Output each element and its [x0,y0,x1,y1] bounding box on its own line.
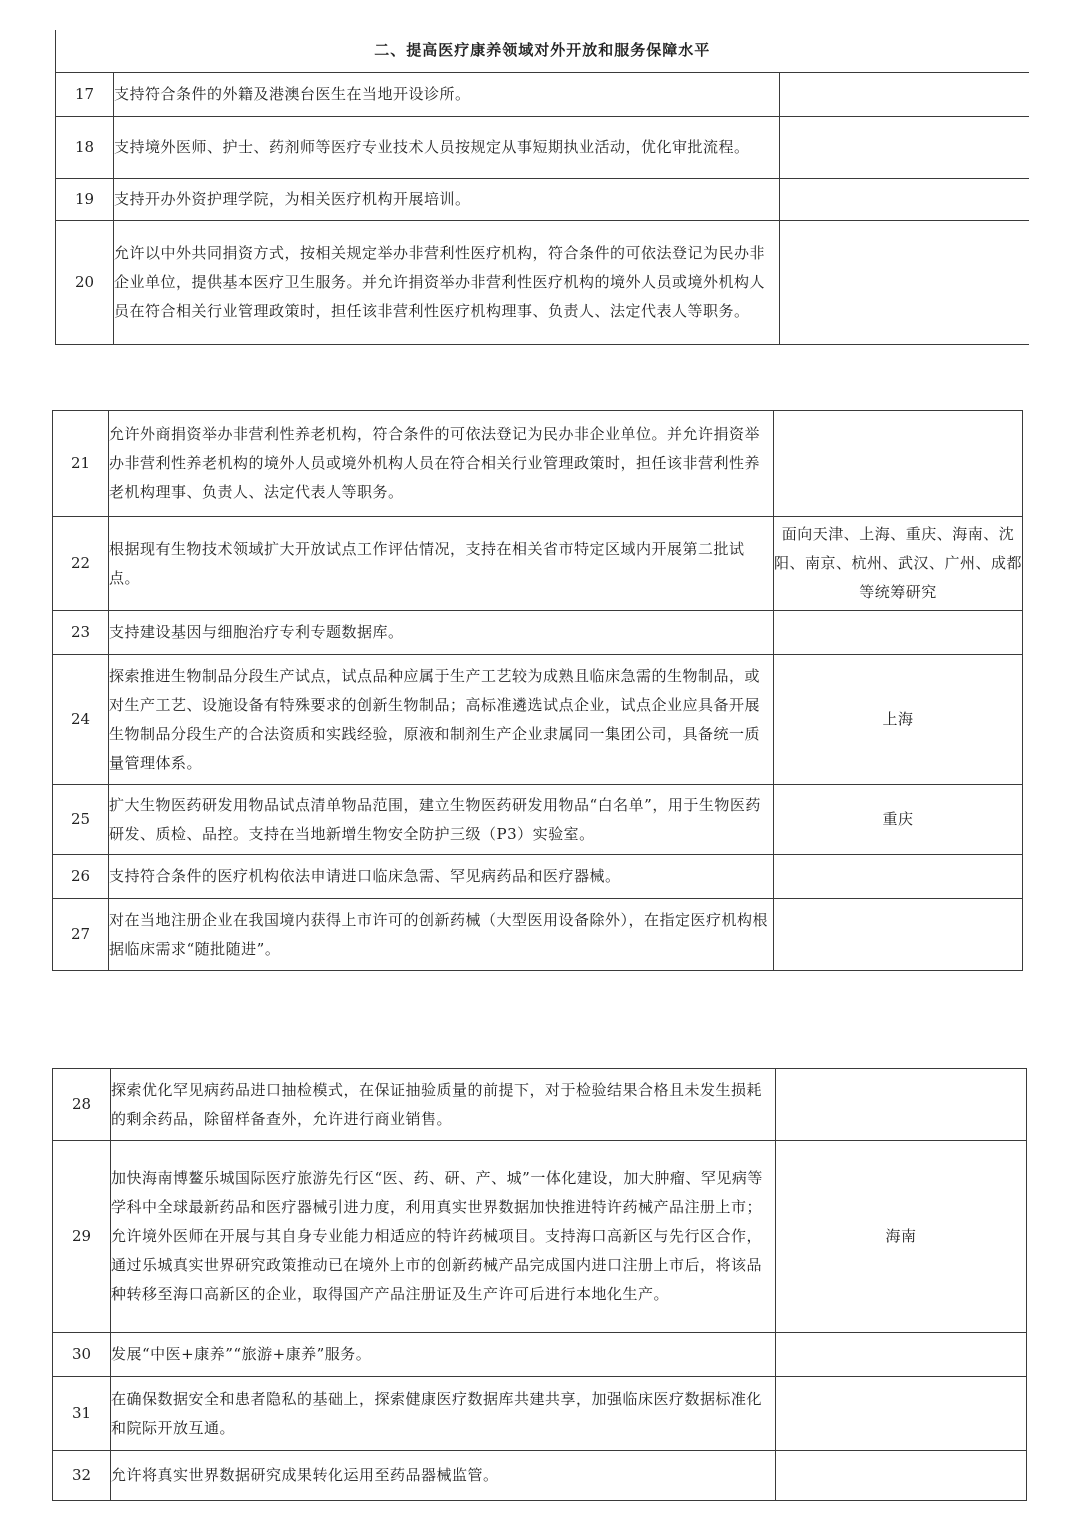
row-number: 32 [53,1451,111,1501]
row-note [780,178,1029,220]
row-note [780,116,1029,178]
row-note [774,855,1023,899]
row-number: 21 [53,411,109,517]
row-note: 上海 [774,655,1023,785]
row-number: 27 [53,899,109,971]
row-note [776,1377,1027,1451]
row-note [774,411,1023,517]
row-note [776,1069,1027,1141]
row-text: 扩大生物医药研发用物品试点清单物品范围，建立生物医药研发用物品“白名单”，用于生物医药研发、质检、品控。支持在当地新增生物安全防护三级（P3）实验室。 [109,785,774,855]
row-number: 19 [56,178,114,220]
table-row [53,517,1023,611]
policy-table-part-3 [52,1068,1027,1501]
row-text: 支持建设基因与细胞治疗专利专题数据库。 [109,611,774,655]
table-row [53,411,1023,517]
row-note: 面向天津、上海、重庆、海南、沈阳、南京、杭州、武汉、广州、成都等统筹研究 [774,517,1023,611]
row-number: 22 [53,517,109,611]
table-row [56,178,1029,220]
row-note [774,611,1023,655]
row-note [776,1451,1027,1501]
row-text: 根据现有生物技术领域扩大开放试点工作评估情况，支持在相关省市特定区域内开展第二批试点。 [109,517,774,611]
row-text: 发展“中医+康养”“旅游+康养”服务。 [111,1333,776,1377]
row-number: 26 [53,855,109,899]
table-row [53,1141,1027,1333]
row-text: 加快海南博鳌乐城国际医疗旅游先行区“医、药、研、产、城”一体化建设，加大肿瘤、罕见病等学科中全球最新药品和医疗器械引进力度，利用真实世界数据加快推进特许药械产品注册上市；允许境外医师在开展与其自身专业能力相适应的特许药械项目。支持海口高新区与先行区合作，通过乐城真实世界研究政策推动已在境外上市的创新药械产品完成国内进口注册上市后，将该品种转移至海口高新区的企业，取得国产产品注册证及生产许可后进行本地化生产。 [111,1141,776,1333]
row-text: 探索推进生物制品分段生产试点，试点品种应属于生产工艺较为成熟且临床急需的生物制品，或对生产工艺、设施设备有特殊要求的创新生物制品；高标准遴选试点企业，试点企业应具备开展生物制品分段生产的合法资质和实践经验，原液和制剂生产企业隶属同一集团公司，具备统一质量管理体系。 [109,655,774,785]
table-row [53,1069,1027,1141]
table-row [56,72,1029,116]
table-row [53,785,1023,855]
table-row [56,220,1029,344]
row-text: 探索优化罕见病药品进口抽检模式，在保证抽验质量的前提下，对于检验结果合格且未发生损耗的剩余药品，除留样备查外，允许进行商业销售。 [111,1069,776,1141]
row-note [776,1333,1027,1377]
row-text: 支持符合条件的外籍及港澳台医生在当地开设诊所。 [114,72,780,116]
table-row [53,1377,1027,1451]
row-note: 重庆 [774,785,1023,855]
row-text: 允许将真实世界数据研究成果转化运用至药品器械监管。 [111,1451,776,1501]
row-text: 允许以中外共同捐资方式，按相关规定举办非营利性医疗机构，符合条件的可依法登记为民办非企业单位，提供基本医疗卫生服务。并允许捐资举办非营利性医疗机构的境外人员或境外机构人员在符合相关行业管理政策时，担任该非营利性医疗机构理事、负责人、法定代表人等职务。 [114,220,780,344]
row-number: 30 [53,1333,111,1377]
table-row [53,1333,1027,1377]
row-number: 17 [56,72,114,116]
policy-table-part-1 [55,30,1029,345]
row-note [774,899,1023,971]
row-text: 支持符合条件的医疗机构依法申请进口临床急需、罕见病药品和医疗器械。 [109,855,774,899]
table-row [53,655,1023,785]
row-note [780,72,1029,116]
row-number: 23 [53,611,109,655]
row-number: 20 [56,220,114,344]
table-row [53,855,1023,899]
row-note [780,220,1029,344]
table-row [53,899,1023,971]
row-number: 31 [53,1377,111,1451]
row-number: 24 [53,655,109,785]
section-title: 二、提高医疗康养领域对外开放和服务保障水平 [56,30,1029,72]
table-row [53,1451,1027,1501]
row-note: 海南 [776,1141,1027,1333]
row-number: 25 [53,785,109,855]
row-text: 在确保数据安全和患者隐私的基础上，探索健康医疗数据库共建共享，加强临床医疗数据标准化和院际开放互通。 [111,1377,776,1451]
table-row [56,116,1029,178]
row-text: 支持境外医师、护士、药剂师等医疗专业技术人员按规定从事短期执业活动，优化审批流程。 [114,116,780,178]
row-text: 支持开办外资护理学院，为相关医疗机构开展培训。 [114,178,780,220]
row-number: 28 [53,1069,111,1141]
row-number: 29 [53,1141,111,1333]
table-row [53,611,1023,655]
row-text: 允许外商捐资举办非营利性养老机构，符合条件的可依法登记为民办非企业单位。并允许捐资举办非营利性养老机构的境外人员或境外机构人员在符合相关行业管理政策时，担任该非营利性养老机构理事、负责人、法定代表人等职务。 [109,411,774,517]
row-text: 对在当地注册企业在我国境内获得上市许可的创新药械（大型医用设备除外），在指定医疗机构根据临床需求“随批随进”。 [109,899,774,971]
row-number: 18 [56,116,114,178]
policy-table-part-2 [52,410,1023,971]
